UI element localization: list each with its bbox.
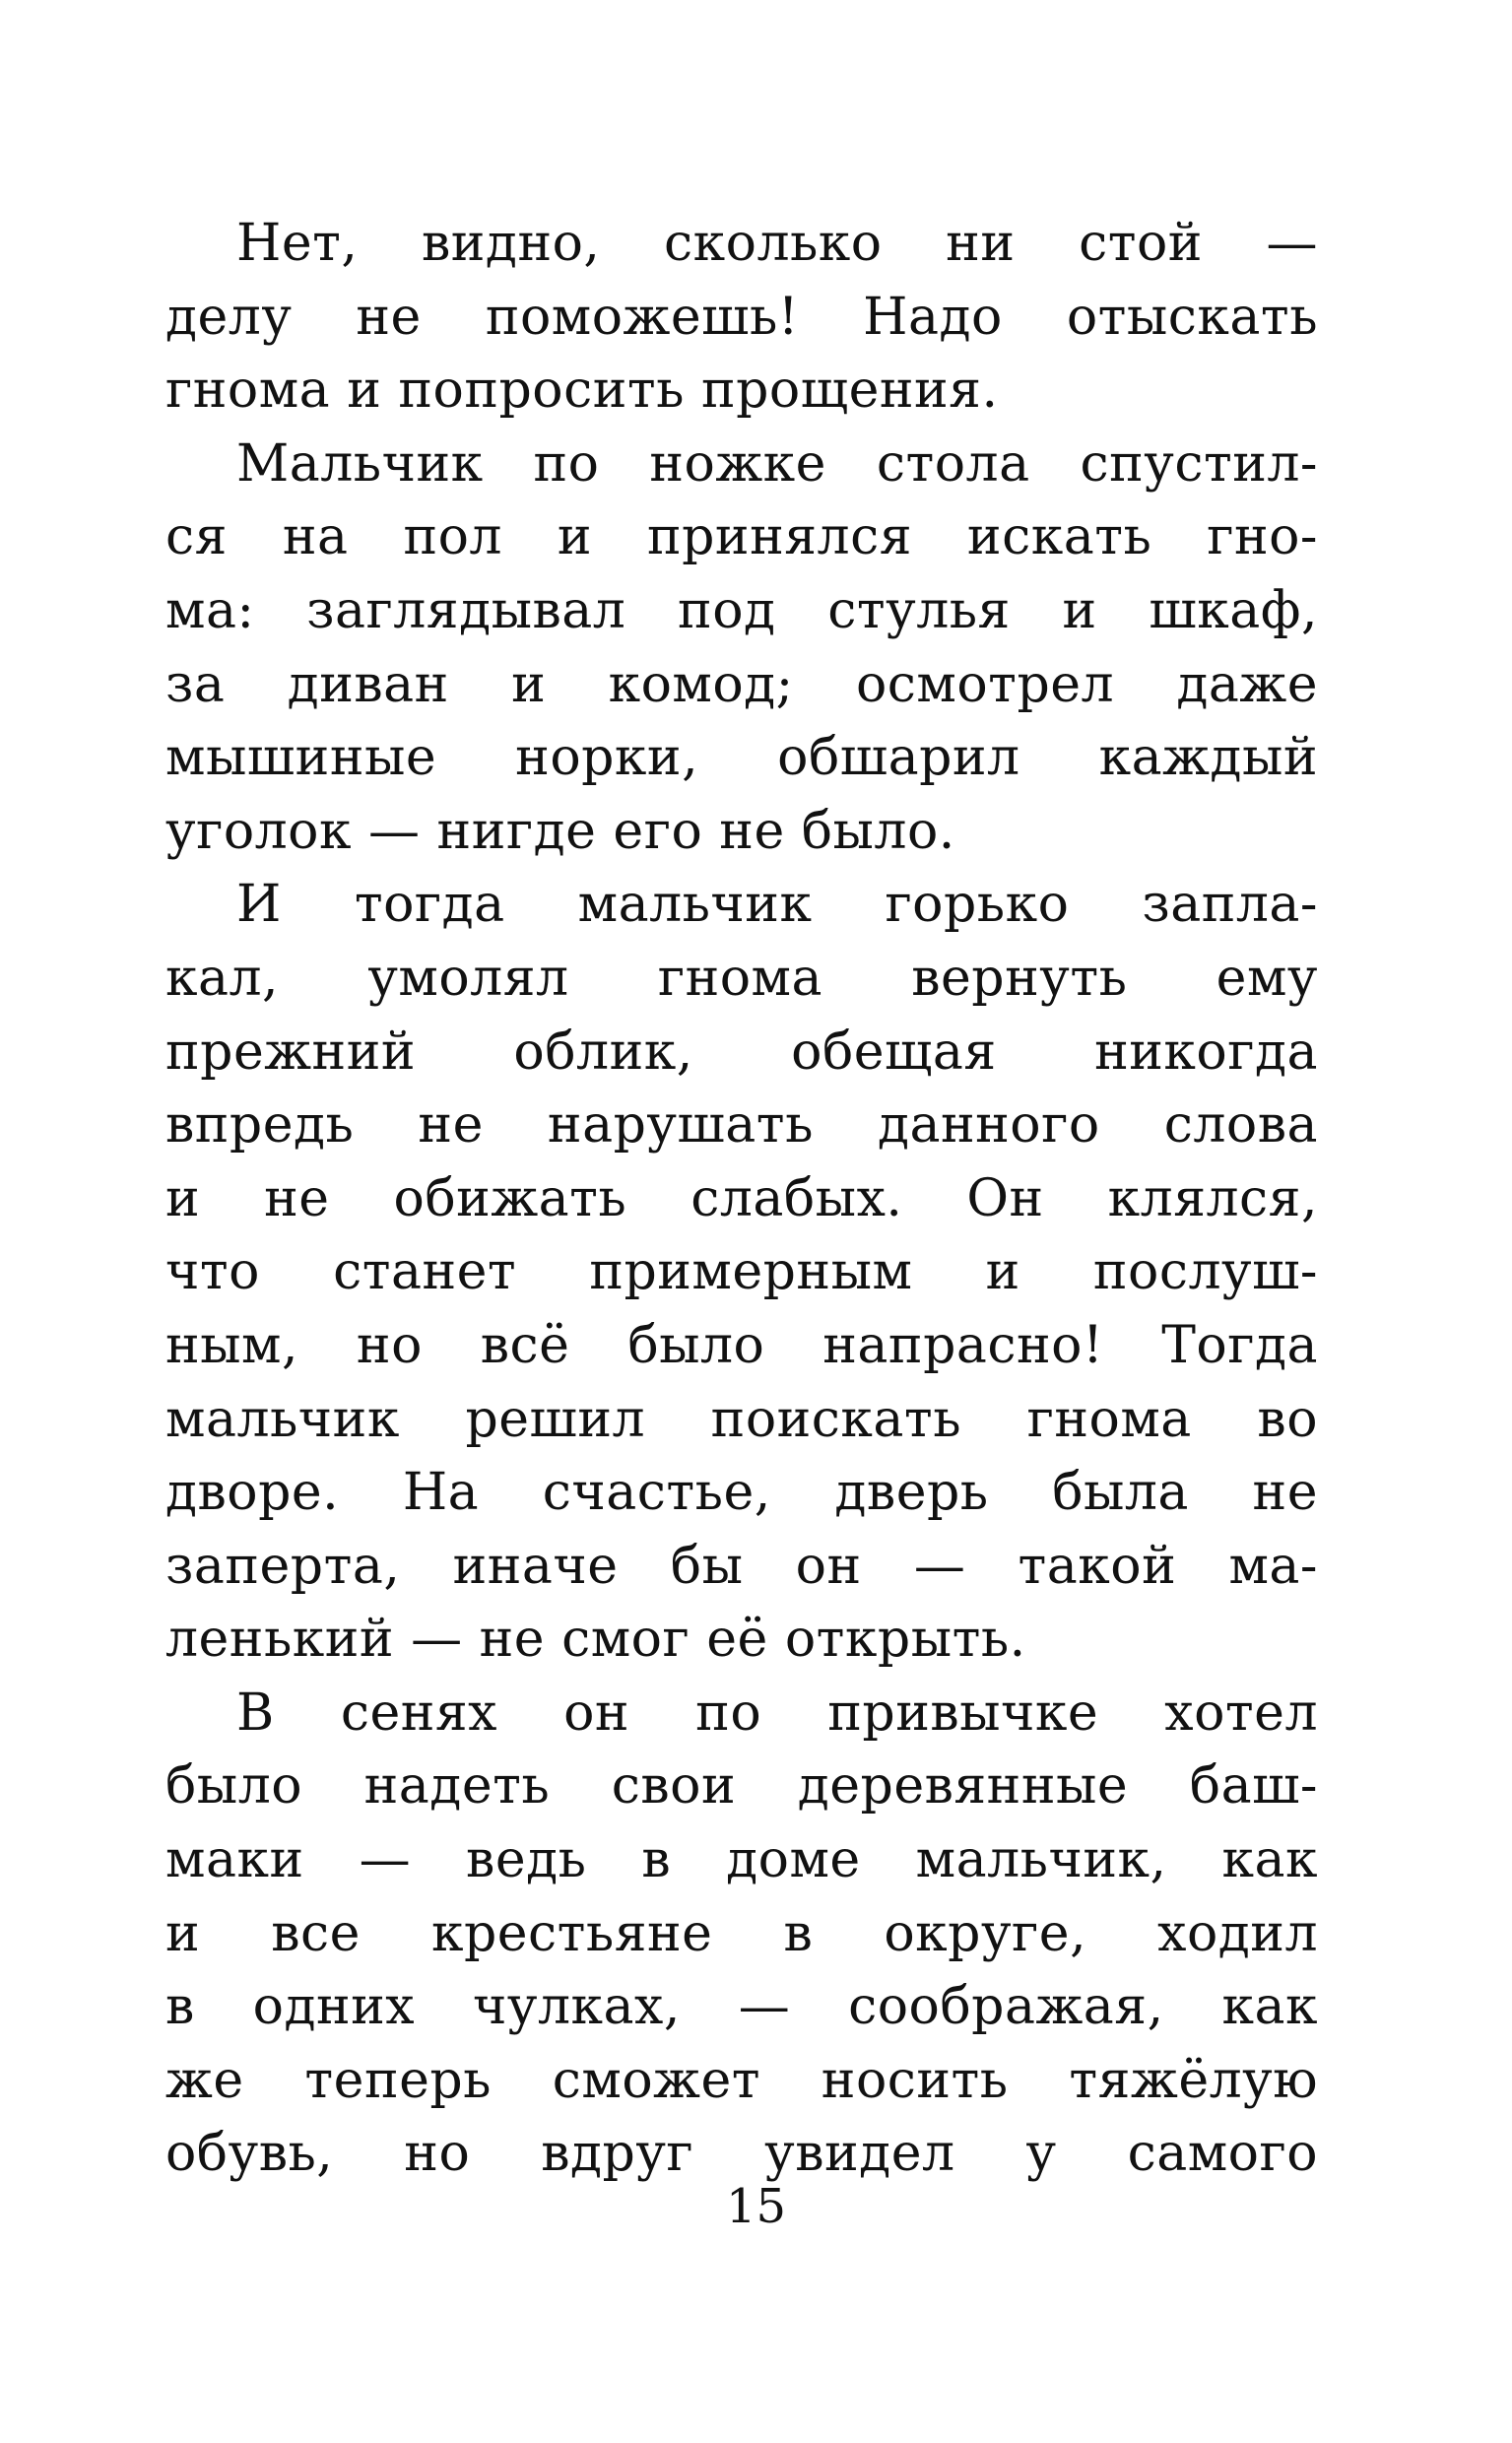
- text-line: кал, умолял гнома вернуть ему: [165, 948, 1318, 1008]
- text-line: делу не поможешь! Надо отыскать: [165, 287, 1318, 347]
- text-line: же теперь сможет носить тяжёлую: [165, 2050, 1318, 2110]
- text-line: мышиные норки, обшарил каждый: [165, 728, 1318, 788]
- text-line: было надеть свои деревянные баш-: [165, 1756, 1318, 1816]
- text-line: И тогда мальчик горько запла-: [236, 875, 1318, 935]
- text-line: ма: заглядывал под стулья и шкаф,: [165, 580, 1318, 640]
- text-line: заперта, иначе бы он — такой ма-: [165, 1536, 1318, 1596]
- paragraph: [165, 868, 1318, 1677]
- text-line: и не обижать слабых. Он клялся,: [165, 1168, 1318, 1228]
- text-line: маки — ведь в доме мальчик, как: [165, 1830, 1318, 1890]
- text-line: за диван и комод; осмотрел даже: [165, 654, 1318, 714]
- text-line: ленький — не смог её открыть.: [165, 1610, 1026, 1670]
- paragraph: [165, 207, 1318, 428]
- text-line: В сенях он по привычке хотел: [236, 1683, 1318, 1743]
- text-line: в одних чулках, — соображая, как: [165, 1977, 1318, 2037]
- text-line: впредь не нарушать данного слова: [165, 1095, 1318, 1155]
- paragraph: [165, 428, 1318, 869]
- text-line: уголок — нигде его не было.: [165, 801, 955, 861]
- text-line: гнома и попросить прощения.: [165, 361, 999, 421]
- text-line: дворе. На счастье, дверь была не: [165, 1463, 1318, 1523]
- text-line: ся на пол и принялся искать гно-: [165, 507, 1318, 567]
- paragraph: [165, 1677, 1318, 2191]
- text-line: ным, но всё было напрасно! Тогда: [165, 1315, 1318, 1375]
- text-line: Нет, видно, сколько ни стой —: [236, 214, 1318, 273]
- text-line: Мальчик по ножке стола спустил-: [236, 433, 1318, 494]
- text-line: прежний облик, обещая никогда: [165, 1022, 1318, 1082]
- body-text: [165, 207, 1318, 2191]
- text-line: обувь, но вдруг увидел у самого: [165, 2124, 1318, 2184]
- text-line: мальчик решил поискать гнома во: [165, 1389, 1318, 1449]
- text-line: и все крестьяне в округе, ходил: [165, 1903, 1318, 1963]
- text-line: что станет примерным и послуш-: [165, 1242, 1318, 1302]
- page-number: 15: [725, 2179, 787, 2234]
